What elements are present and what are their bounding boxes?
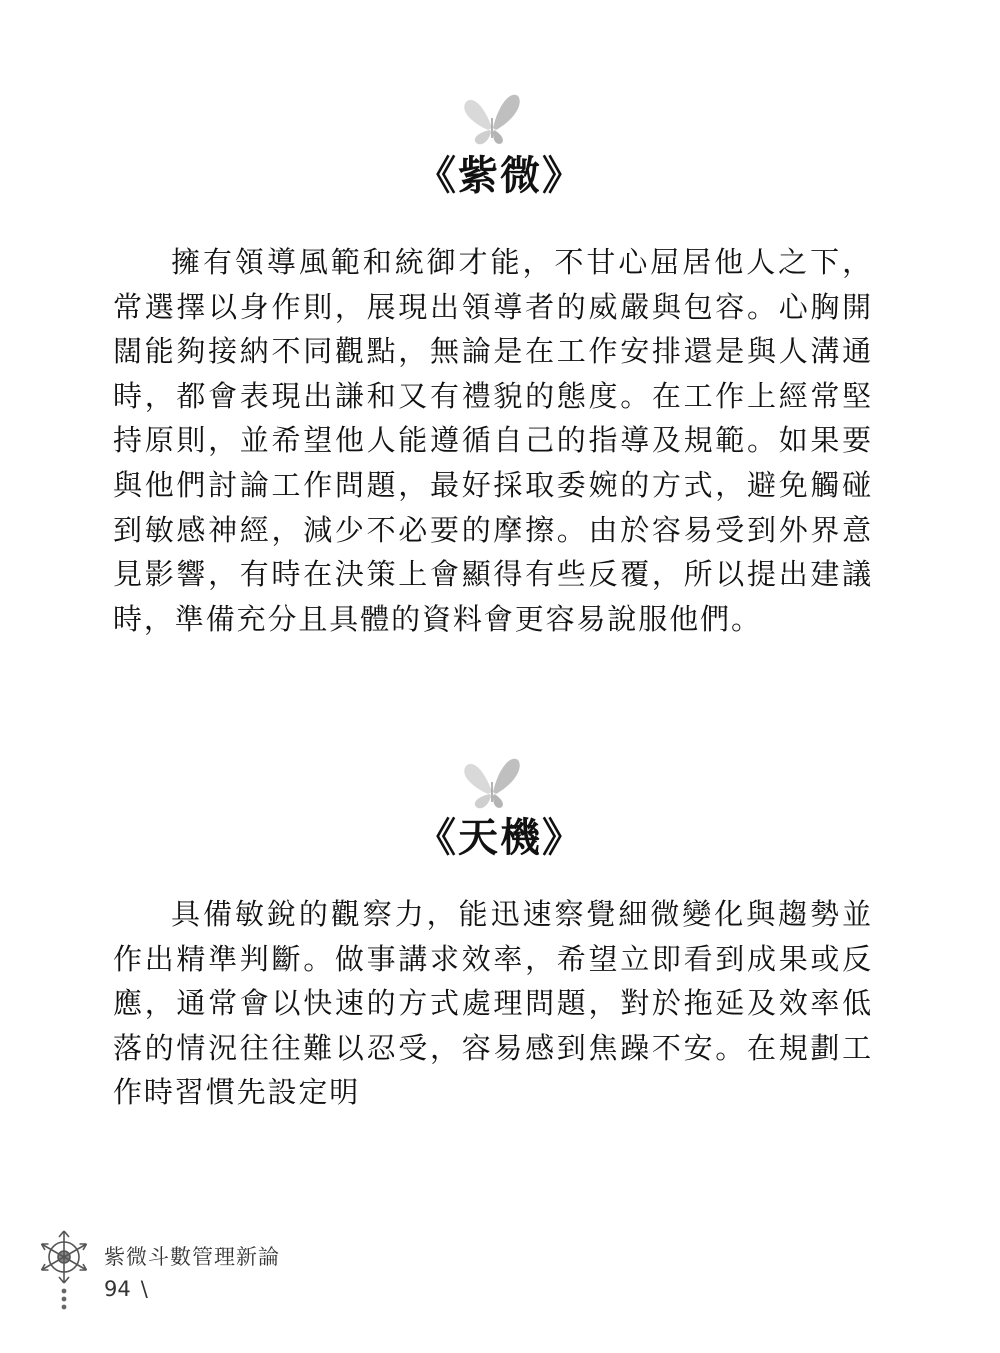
butterfly-icon <box>460 752 524 810</box>
section-body: 具備敏銳的觀察力，能迅速察覺細微變化與趨勢並作出精準判斷。做事講求效率，希望立即看到成果或反應，通常會以快速的方式處理問題，對於拖延及效率低落的情況往往難以忍受，容易感到焦躁不安。在規劃工作時習慣先設定明 <box>113 897 873 1110</box>
page-number: 94 <box>104 1277 131 1301</box>
section-title: 《紫微》 <box>416 152 584 199</box>
page-footer <box>30 1225 430 1325</box>
footer-book-title: 紫微斗數管理新論 <box>104 1245 280 1269</box>
section-title: 《天機》 <box>416 814 584 861</box>
footer-page-info <box>104 1277 148 1301</box>
snowflake-ornament-icon <box>34 1227 94 1313</box>
butterfly-icon <box>460 88 524 146</box>
page-separator: \ <box>140 1277 148 1301</box>
section-body: 擁有領導風範和統御才能，不甘心屈居他人之下，常選擇以身作則，展現出領導者的威嚴與包容。心胸開闊能夠接納不同觀點，無論是在工作安排還是與人溝通時，都會表現出謙和又有禮貌的態度。在工作上經常堅持原則，並希望他人能遵循自己的指導及規範。如果要與他們討論工作問題，最好採取委婉的方式，避免觸碰到敏感神經，減少不必要的摩擦。由於容易受到外界意見影響，有時在決策上會顯得有些反覆，所以提出建議時，準備充分且具體的資料會更容易說服他們。 <box>113 245 873 636</box>
